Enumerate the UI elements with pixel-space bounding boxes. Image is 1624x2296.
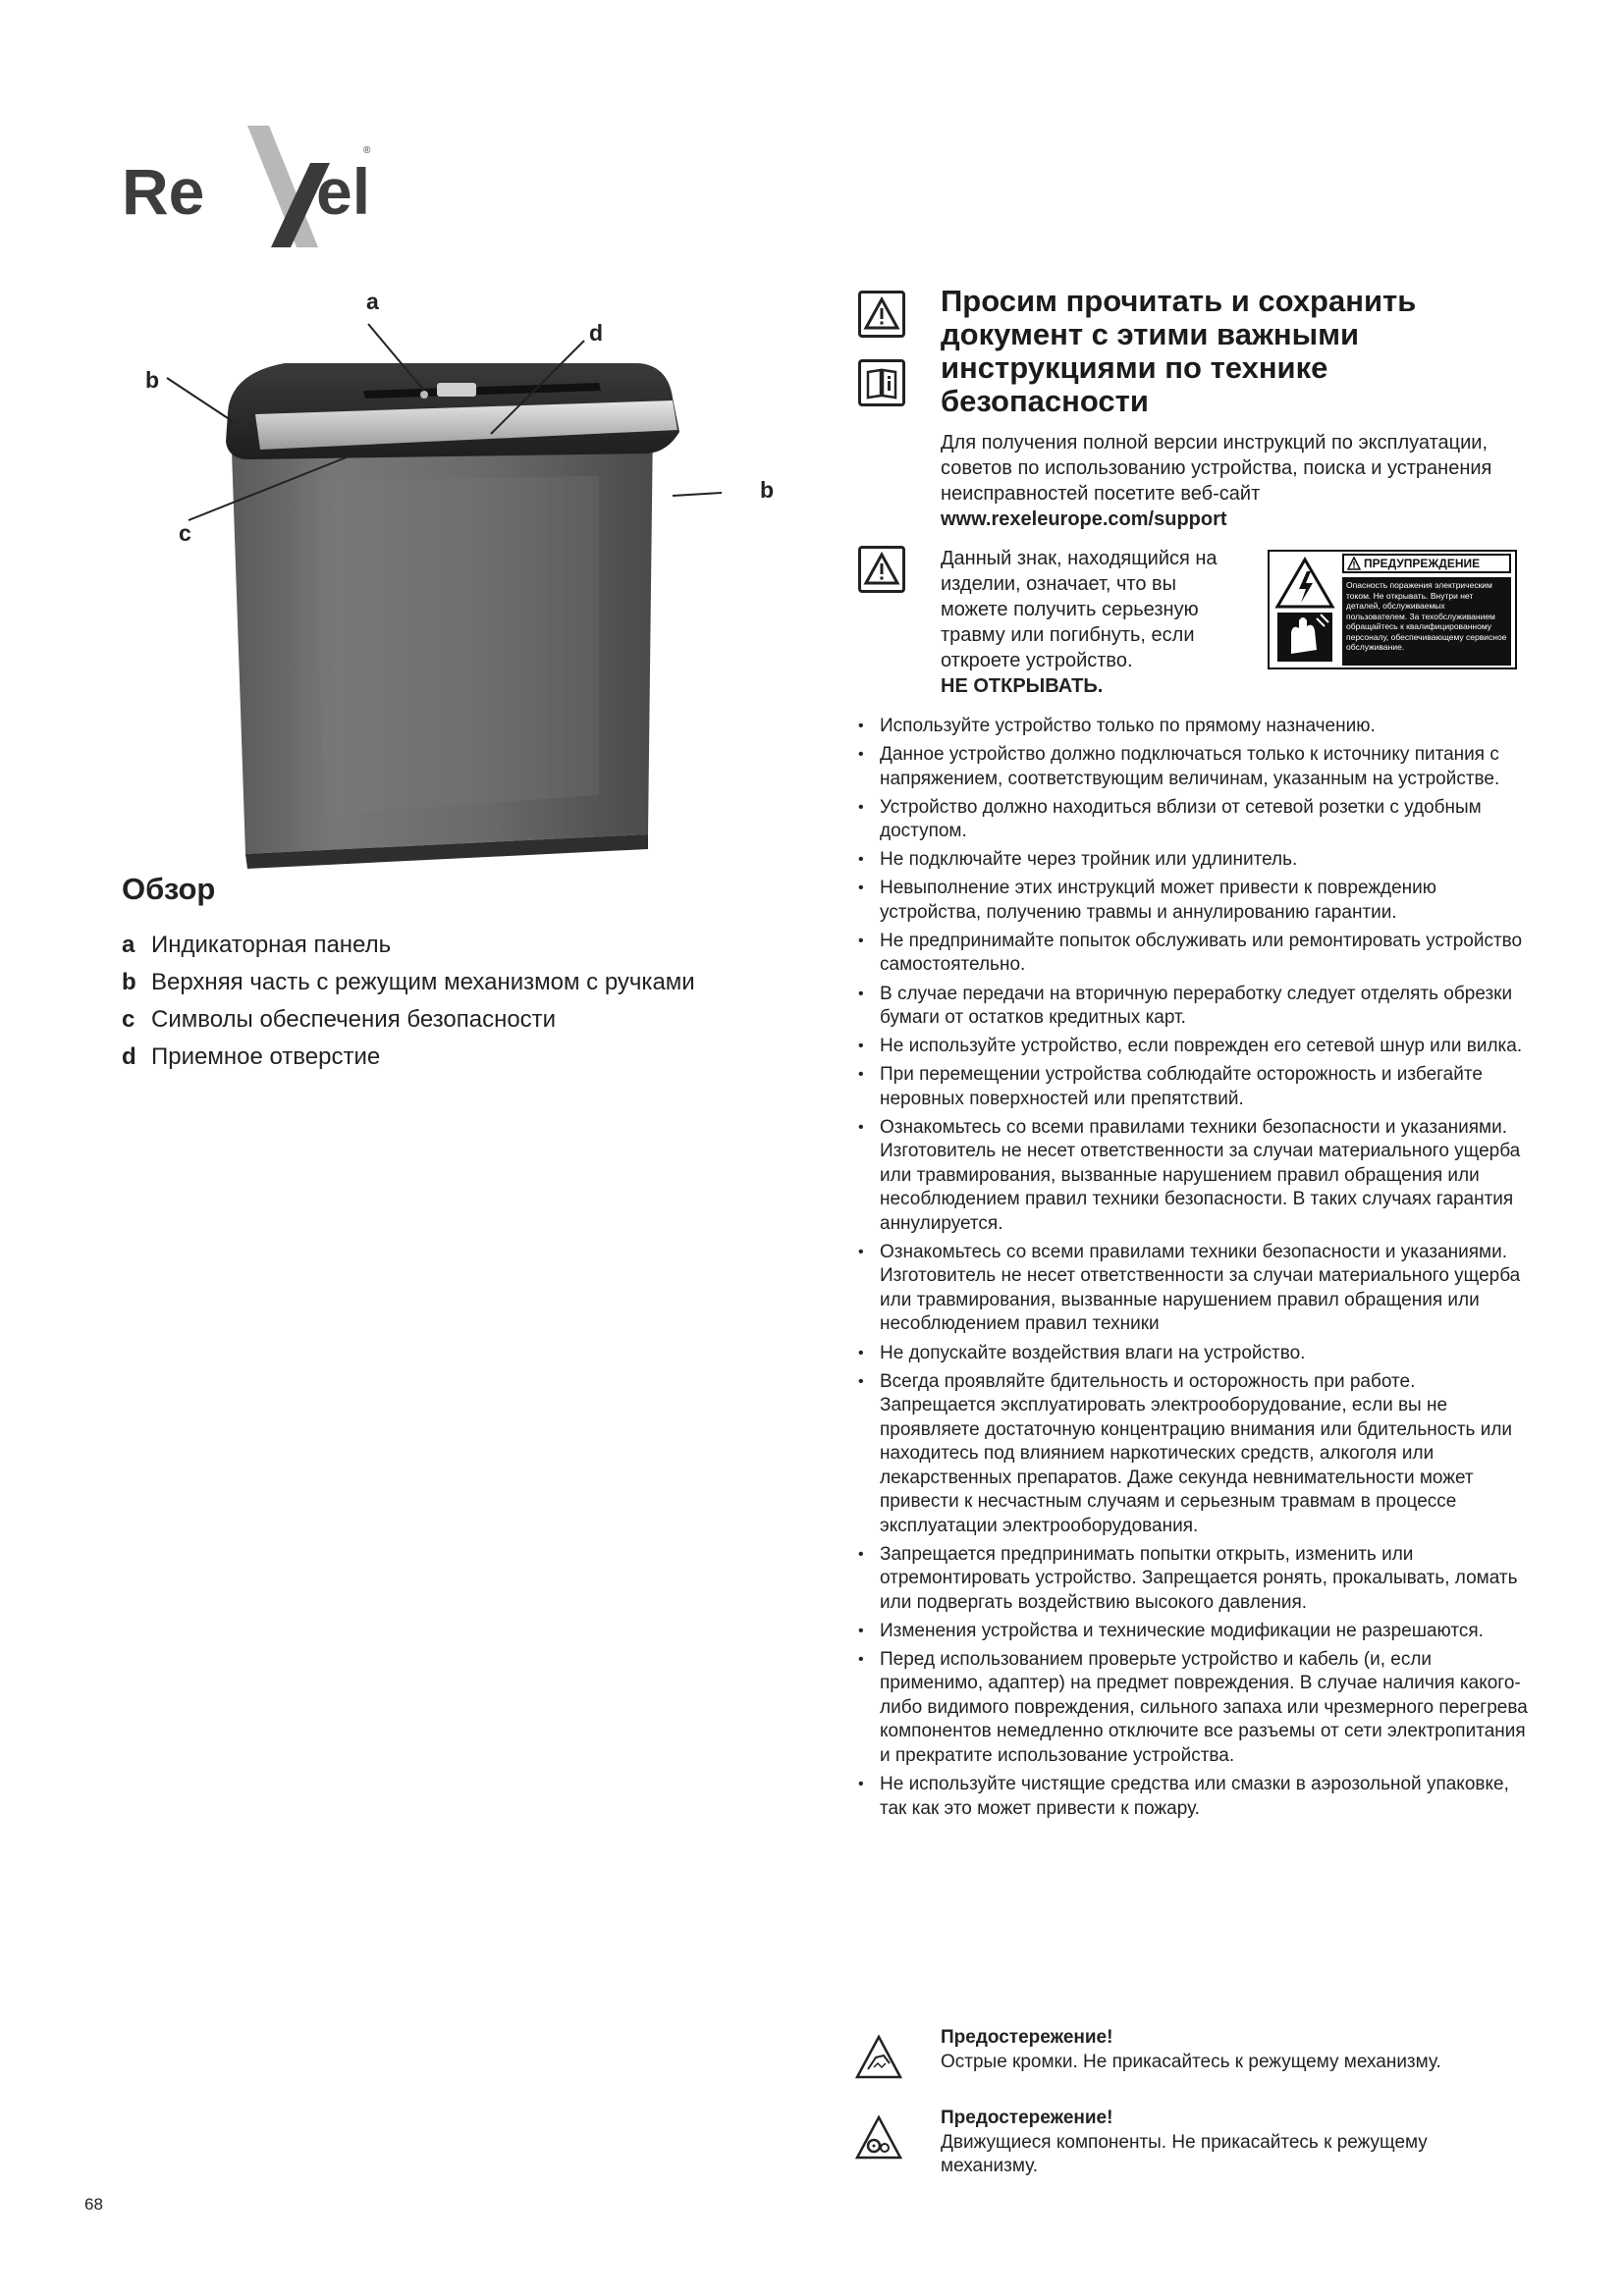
list-item: • Перед использованием проверьте устройство и кабель (и, если применимо, адаптер) на предмет повреждения. В случае наличия какого-либо видимого повреждения, сильного запаха или чрезмерного перегрева компонентов немедленно отключите все разъемы от сети электропитания и прекратите использование устройства. bbox=[854, 1648, 1532, 1769]
overview-item: d Приемное отверстие bbox=[122, 1043, 381, 1070]
list-item: • Данное устройство должно подключаться только к источнику питания с напряжением, соответствующим величинам, указанным на устройстве. bbox=[854, 743, 1532, 791]
caution-sharp-edges: Предостережение! Острые кромки. Не прикасайтесь к режущему механизму. bbox=[941, 2027, 1441, 2072]
figure-label-a: a bbox=[366, 289, 379, 314]
sharp-edges-icon bbox=[854, 2034, 903, 2081]
electric-shock-icon bbox=[1273, 556, 1336, 666]
list-item: • Ознакомьтесь со всеми правилами техники безопасности и указаниями. Изготовитель не несет ответственности за случаи материального ущерба или травмирования, вызванные нарушением правил обращения или несоблюдением правил техники bbox=[854, 1241, 1532, 1337]
list-item: • Не используйте устройство, если поврежден его сетевой шнур или вилка. bbox=[854, 1035, 1532, 1059]
list-item: • Не подключайте через тройник или удлинитель. bbox=[854, 848, 1532, 873]
caution-moving-parts: Предостережение! Движущиеся компоненты. Не прикасайтесь к режущему механизму. bbox=[941, 2108, 1428, 2176]
svg-text:Re: Re bbox=[122, 155, 205, 228]
list-item: • Не предпринимайте попыток обслуживать или ремонтировать устройство самостоятельно. bbox=[854, 930, 1532, 978]
svg-text:el: el bbox=[316, 155, 371, 228]
overview-list bbox=[122, 927, 695, 1076]
list-item: • При перемещении устройства соблюдайте осторожность и избегайте неровных поверхностей или препятствий. bbox=[854, 1063, 1532, 1111]
warning-sign-text: Данный знак, находящийся на изделии, означает, что вы можете получить серьезную травму или погибнуть, если откроете устройство. НЕ ОТКРЫВАТЬ. bbox=[941, 548, 1218, 697]
support-link[interactable]: www.rexeleurope.com/support bbox=[941, 508, 1227, 530]
list-item: • Невыполнение этих инструкций может привести к повреждению устройства, получению травмы и аннулированию гарантии. bbox=[854, 877, 1532, 925]
overview-item: b Верхняя часть с режущим механизмом с ручками bbox=[122, 969, 695, 995]
safety-title: Просим прочитать и сохранить документ с этими важными инструкциями по технике безопасности bbox=[941, 284, 1417, 418]
list-item: • Всегда проявляйте бдительность и осторожность при работе. Запрещается эксплуатировать электрооборудование, если вы не проявляете достаточную концентрацию внимания или бдительность или находитесь под влиянием наркотических средств, алкоголя или лекарственных препаратов. Даже секунда невнимательности может привести к несчастным случаям и серьезным травмам в процессе эксплуатации электрооборудования. bbox=[854, 1370, 1532, 1539]
figure-label-d: d bbox=[589, 320, 604, 346]
list-item: • Не используйте чистящие средства или смазки в аэрозольной упаковке, так как это может привести к пожару. bbox=[854, 1773, 1532, 1821]
list-item: • В случае передачи на вторичную переработку следует отделять обрезки бумаги от остатков кредитных карт. bbox=[854, 983, 1532, 1031]
safety-rules-list bbox=[854, 715, 1532, 1826]
svg-text:®: ® bbox=[363, 145, 371, 156]
list-item: • Используйте устройство только по прямому назначению. bbox=[854, 715, 1532, 739]
list-item: • Запрещается предпринимать попытки открыть, изменить или отремонтировать устройство. Запрещается ронять, прокалывать, ломать или подвергать воздействию высокого давления. bbox=[854, 1543, 1532, 1616]
warning-triangle-icon bbox=[858, 291, 905, 338]
safety-intro: Для получения полной версии инструкций по эксплуатации, советов по использованию устройства, поиска и устранения неисправностей посетите веб-сайт www.rexeleurope.com/support bbox=[941, 432, 1492, 530]
overview-item: a Индикаторная панель bbox=[122, 932, 392, 958]
figure-label-c: c bbox=[179, 520, 191, 546]
warning-triangle-icon bbox=[1347, 557, 1361, 570]
overview-title: Обзор bbox=[122, 872, 216, 906]
overview-item: c Символы обеспечения безопасности bbox=[122, 1006, 557, 1033]
list-item: • Ознакомьтесь со всеми правилами техники безопасности и указаниями. Изготовитель не несет ответственности за случаи материального ущерба или травмирования, вызванные нарушением правил обращения или несоблюдением правил техники безопасности. В таких случаях гарантия аннулируется. bbox=[854, 1116, 1532, 1237]
list-item: • Изменения устройства и технические модификации не разрешаются. bbox=[854, 1620, 1532, 1644]
moving-parts-icon bbox=[854, 2114, 903, 2162]
list-item: • Устройство должно находиться вблизи от сетевой розетки с удобным доступом. bbox=[854, 796, 1532, 844]
read-manual-icon bbox=[858, 359, 905, 406]
figure-label-b-left: b bbox=[145, 367, 160, 393]
list-item: • Не допускайте воздействия влаги на устройство. bbox=[854, 1342, 1532, 1366]
danger-label-heading: ПРЕДУПРЕЖДЕНИЕ bbox=[1342, 554, 1511, 573]
figure-label-b-right: b bbox=[760, 477, 775, 503]
page-number: 68 bbox=[84, 2195, 103, 2214]
shredder-illustration bbox=[137, 285, 785, 874]
danger-label bbox=[1268, 550, 1517, 669]
danger-label-body: Опасность поражения электрическим током. Не открывать. Внутри нет деталей, обслуживаемых пользователем. За техобслуживанием обращайтесь к квалифицированному персоналу, обеспечивающему сервисное обслуживание. bbox=[1342, 577, 1511, 666]
warning-triangle-icon bbox=[858, 546, 905, 593]
rexel-logo bbox=[122, 124, 377, 251]
